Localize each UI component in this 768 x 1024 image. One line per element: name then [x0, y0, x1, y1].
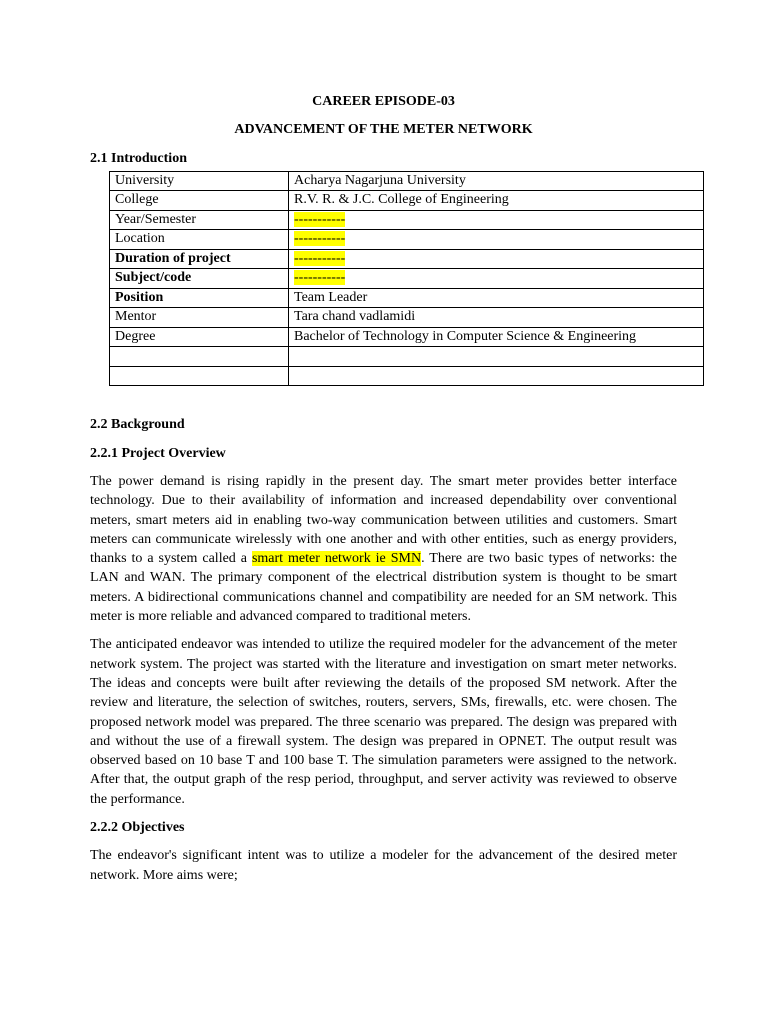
- cell-text: Bachelor of Technology in Computer Science & Engineering: [294, 328, 637, 344]
- highlighted-placeholder: -----------: [294, 231, 346, 247]
- introduction-table: [109, 171, 704, 387]
- introduction-heading: 2.1 Introduction: [90, 150, 187, 166]
- overview-paragraph-1: [90, 472, 677, 626]
- table-cell-value: [289, 171, 704, 191]
- highlighted-text: smart meter network ie SMN: [251, 551, 422, 567]
- table-cell-label: Year/Semester: [110, 210, 289, 230]
- cell-text: Acharya Nagarjuna University: [294, 172, 466, 188]
- cell-text: R.V. R. & J.C. College of Engineering: [294, 192, 509, 208]
- paragraph-text: The power demand is rising rapidly in the present day. The smart meter provides better interface technology. Due to their availability of information and increased dependability over conventional meters, smart meters aid in enabling two-way communication between utilities and customers. Smart meters can communicate wirelessly with one another and with other entities, such as energy providers, thanks to a system called a: [90, 473, 677, 567]
- table-cell-value: [289, 249, 704, 269]
- table-row: [110, 308, 704, 328]
- table-row: [110, 327, 704, 347]
- main-title: ADVANCEMENT OF THE METER NETWORK: [234, 122, 533, 138]
- table-row: [110, 210, 704, 230]
- table-cell-value: [289, 191, 704, 211]
- table-cell-label: University: [110, 171, 289, 191]
- highlighted-placeholder: -----------: [294, 270, 346, 286]
- table-row: [110, 269, 704, 289]
- cell-text: Team Leader: [294, 289, 368, 305]
- table-row: [110, 347, 704, 367]
- table-cell-value: [289, 347, 704, 367]
- table-cell-value: [289, 366, 704, 386]
- table-row: [110, 191, 704, 211]
- table-cell-label: Mentor: [110, 308, 289, 328]
- table-cell-label: [110, 366, 289, 386]
- document-page: [90, 92, 677, 894]
- highlighted-placeholder: -----------: [294, 211, 346, 227]
- paragraph-text: . There are two basic types of networks: the LAN and WAN. The primary component of the electrical distribution system is thought to be smart meters. A bidirectional communications channel and compatibility are needed for an SM network. This meter is more reliable and advanced compared to traditional meters.: [90, 551, 678, 625]
- cell-text: Tara chand vadlamidi: [294, 309, 416, 325]
- table-cell-value: [289, 308, 704, 328]
- table-cell-label: Degree: [110, 327, 289, 347]
- table-cell-value: [289, 327, 704, 347]
- episode-title: CAREER EPISODE-03: [312, 94, 455, 109]
- objectives-heading: 2.2.2 Objectives: [90, 820, 185, 836]
- background-heading: 2.2 Background: [90, 417, 185, 433]
- table-cell-label: [110, 347, 289, 367]
- table-cell-value: [289, 288, 704, 308]
- project-overview-heading: 2.2.1 Project Overview: [90, 445, 226, 461]
- table-cell-label: Duration of project: [110, 249, 289, 269]
- table-cell-value: [289, 210, 704, 230]
- table-row: [110, 288, 704, 308]
- table-cell-label: Subject/code: [110, 269, 289, 289]
- overview-paragraph-2: The anticipated endeavor was intended to utilize the required modeler for the advancement of the meter network system. The project was started with the literature and investigation on smart meter networks. The ideas and concepts were built after reviewing the details of the proposed SM network. After the review and literature, the selection of switches, routers, servers, SMs, firewalls, etc. were chosen. The proposed network model was prepared. The three scenario was prepared. The design was prepared with and without the use of a firewall system. The design was prepared in OPNET. The output result was observed based on 10 base T and 100 base T. The simulation parameters were assigned to the network. After that, the output graph of the resp period, throughput, and server activity was reviewed to observe the performance.: [90, 637, 677, 807]
- table-row: [110, 249, 704, 269]
- objectives-paragraph: The endeavor's significant intent was to utilize a modeler for the advancement of the desired meter network. More aims were;: [90, 848, 677, 883]
- table-cell-label: College: [110, 191, 289, 211]
- highlighted-placeholder: -----------: [294, 250, 346, 266]
- table-row: [110, 230, 704, 250]
- table-cell-value: [289, 269, 704, 289]
- table-row: [110, 366, 704, 386]
- table-cell-label: Position: [110, 288, 289, 308]
- table-cell-label: Location: [110, 230, 289, 250]
- table-cell-value: [289, 230, 704, 250]
- table-row: [110, 171, 704, 191]
